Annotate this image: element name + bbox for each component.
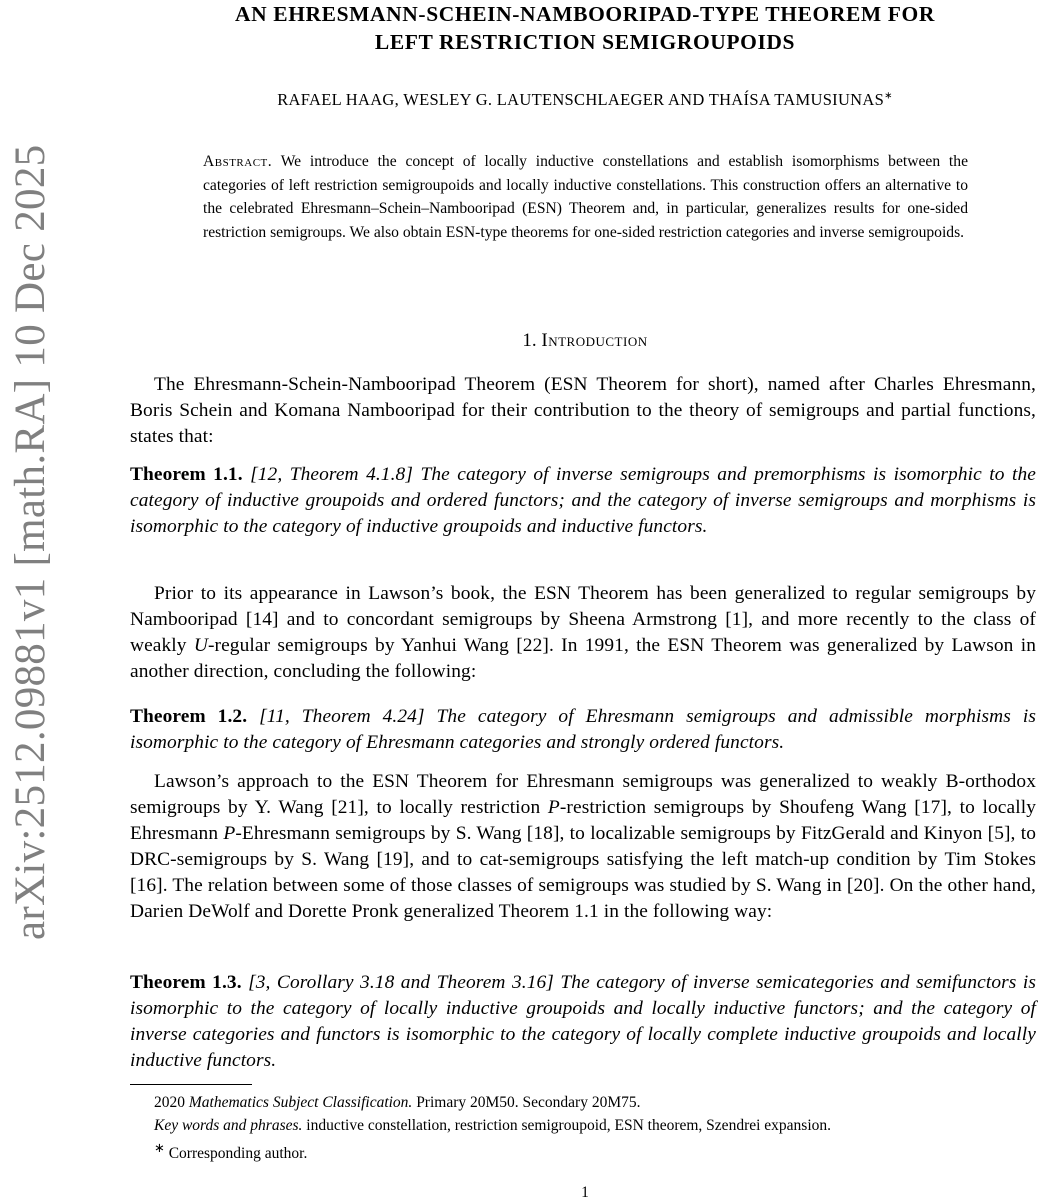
paragraph-generalizations xyxy=(130,581,1036,685)
abstract-text: We introduce the concept of locally inductive constellations and establish isomorphisms between the categories of left restriction semigroupoids and locally inductive constellations. This construction offers an alternative to the celebrated Ehresmann–Schein–Nambooripad (ESN) Theorem and, in particular, generalizes results for one-sided restriction semigroups. We also obtain ESN-type theorems for one-sided restriction categories and inverse semigroupoids. xyxy=(203,153,968,242)
paper-title-line-1: AN EHRESMANN-SCHEIN-NAMBOORIPAD-TYPE THEOREM FOR xyxy=(235,2,935,26)
theorem-1-2-head: Theorem 1.2. xyxy=(130,706,248,727)
footnote-msc-label: Mathematics Subject Classification. xyxy=(188,1094,413,1111)
author-list xyxy=(130,90,1038,110)
abstract xyxy=(203,150,968,245)
theorem-1-1-citation: [12, Theorem 4.1.8] xyxy=(250,464,413,485)
page-number: 1 xyxy=(581,1184,589,1201)
footnote-corresponding-mark: ∗ xyxy=(154,1140,165,1155)
theorem-1-1 xyxy=(130,462,1036,540)
theorem-1-2-citation: [11, Theorem 4.24] xyxy=(259,706,425,727)
section-title: Introduction xyxy=(541,330,648,351)
paragraph-lawson-text-c: -Ehresmann semigroups by S. Wang [18], to localizable semigroups by FitzGerald and Kinyon [5], to DRC-semigroups by S. Wang [19], and to cat-semigroups satisfying the left match-up condition by Tim Stokes [16]. The relation between some of those classes of semigroups was studied by S. Wang in [20]. On the other hand, Darien DeWolf and Dorette Pronk generalized Theorem 1.1 in the following way: xyxy=(130,823,1037,922)
paragraph-lawson-approach xyxy=(130,769,1036,925)
paragraph-generalizations-text-b: -regular semigroups by Yanhui Wang [22]. In 1991, the ESN Theorem was generalized by Lawson in another direction, concluding the following: xyxy=(130,635,1036,682)
paragraph-generalizations-text-a: Prior to its appearance in Lawson’s book, the ESN Theorem has been generalized to regular semigroups by Nambooripad [14] and to concordant semigroups by Sheena Armstrong [1], and more recently to the class of weakly xyxy=(130,583,1036,656)
theorem-1-3-head: Theorem 1.3. xyxy=(130,972,242,993)
footnote-keywords xyxy=(130,1115,1038,1138)
arxiv-identifier-stamp: arXiv:2512.09881v1 [math.RA] 10 Dec 2025 xyxy=(7,144,54,940)
paper-title xyxy=(130,0,1038,56)
footnote-corresponding-text: Corresponding author. xyxy=(168,1145,308,1163)
theorem-1-1-head: Theorem 1.1. xyxy=(130,464,243,485)
paragraph-intro-text: The Ehresmann-Schein-Nambooripad Theorem (ESN Theorem for short), named after Charles Ehresmann, Boris Schein and Komana Nambooripad for their contribution to the theory of semigroups and partial functions, states that: xyxy=(130,374,1036,447)
footnotes xyxy=(130,1092,1038,1166)
paragraph-lawson-text-b: -restriction semigroups by Shoufeng Wang [17], to locally Ehresmann xyxy=(130,797,1036,844)
theorem-1-3-statement: The category of inverse semicategories and semifunctors is isomorphic to the category of locally inductive groupoids and locally inductive functors; and the category of inverse categories and functors is isomorphic to the category of locally complete inductive groupoids and locally inductive functors. xyxy=(130,972,1036,1071)
theorem-1-3-citation: [3, Corollary 3.18 and Theorem 3.16] xyxy=(248,972,554,993)
theorem-1-1-statement: The category of inverse semigroups and premorphisms is isomorphic to the category of inductive groupoids and ordered functors; and the category of inverse semigroups and morphisms is isomorphic to the category of inductive groupoids and inductive functors. xyxy=(130,464,1036,537)
footnote-msc xyxy=(130,1092,1038,1115)
paper-title-line-2: LEFT RESTRICTION SEMIGROUPOIDS xyxy=(374,30,796,54)
footnote-divider xyxy=(130,1084,252,1085)
footnote-msc-year: 2020 xyxy=(154,1094,185,1111)
footnote-corresponding xyxy=(130,1137,1038,1166)
paragraph-lawson-text-a: Lawson’s approach to the ESN Theorem for Ehresmann semigroups was generalized to weakly B-orthodox semigroups by Y. Wang [21], to locally restriction xyxy=(130,771,1036,818)
math-symbol-u: U xyxy=(193,635,208,656)
theorem-1-3 xyxy=(130,970,1036,1074)
footnote-keywords-text: inductive constellation, restriction semigroupoid, ESN theorem, Szendrei expansion. xyxy=(306,1116,832,1134)
section-number: 1. xyxy=(522,330,537,351)
corresponding-author-mark: ∗ xyxy=(884,90,893,102)
math-symbol-p-1: P xyxy=(547,797,560,818)
abstract-label: Abstract. xyxy=(203,153,273,170)
math-symbol-p-2: P xyxy=(223,823,236,844)
footnote-msc-text: Primary 20M50. Secondary 20M75. xyxy=(416,1094,641,1111)
theorem-1-2-statement: The category of Ehresmann semigroups and admissible morphisms is isomorphic to the category of Ehresmann categories and strongly ordered functors. xyxy=(130,706,1036,753)
author-names: RAFAEL HAAG, WESLEY G. LAUTENSCHLAEGER AND THAÍSA TAMUSIUNAS xyxy=(277,90,885,109)
theorem-1-2 xyxy=(130,704,1036,756)
footnote-keywords-label: Key words and phrases. xyxy=(154,1116,303,1134)
paragraph-intro xyxy=(130,372,1036,450)
section-heading xyxy=(130,330,1038,352)
